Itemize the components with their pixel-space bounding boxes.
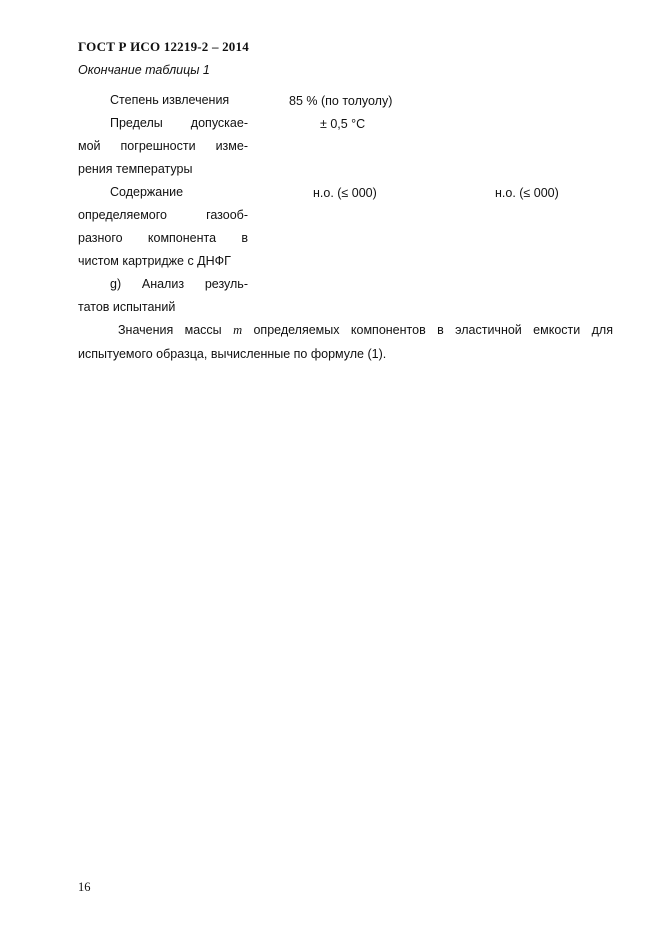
section-heading-line: татов испытаний bbox=[78, 300, 176, 314]
row-label-line: Пределы допускае- bbox=[110, 116, 248, 130]
paragraph-line-2: испытуемого образца, вычисленные по формуле (1). bbox=[78, 347, 387, 361]
section-heading bbox=[78, 273, 248, 319]
table-caption: Окончание таблицы 1 bbox=[78, 63, 210, 77]
body-paragraph bbox=[78, 318, 613, 366]
row-label-line: чистом картридже с ДНФГ bbox=[78, 254, 231, 268]
page-number: 16 bbox=[78, 880, 91, 894]
row-value-content-2: н.о. (≤ 000) bbox=[495, 186, 559, 200]
paragraph-line-1 bbox=[78, 318, 613, 342]
row-label-temperature bbox=[78, 112, 248, 181]
row-label-line: Содержание bbox=[110, 185, 184, 199]
row-label-extraction bbox=[78, 89, 248, 112]
section-heading-line: g) Анализ резуль- bbox=[110, 277, 248, 291]
row-value-temperature: ± 0,5 °С bbox=[320, 117, 366, 131]
row-label-line: определяемого газооб- bbox=[78, 208, 248, 222]
row-label-line: разного компонента в bbox=[78, 231, 248, 245]
row-value-extraction: 85 % (по толуолу) bbox=[289, 94, 393, 108]
row-label-line: мой погрешности изме- bbox=[78, 139, 248, 153]
document-title: ГОСТ Р ИСО 12219-2 – 2014 bbox=[78, 39, 249, 54]
row-label-line: Степень извлечения bbox=[110, 93, 230, 107]
paragraph-text: определяемых компонентов в эластичной емкости для bbox=[253, 323, 613, 337]
row-label-content bbox=[78, 181, 248, 273]
paragraph-text: Значения массы bbox=[118, 323, 222, 337]
row-value-content-1: н.о. (≤ 000) bbox=[313, 186, 377, 200]
mass-symbol: m bbox=[233, 323, 243, 337]
row-label-line: рения температуры bbox=[78, 162, 193, 176]
